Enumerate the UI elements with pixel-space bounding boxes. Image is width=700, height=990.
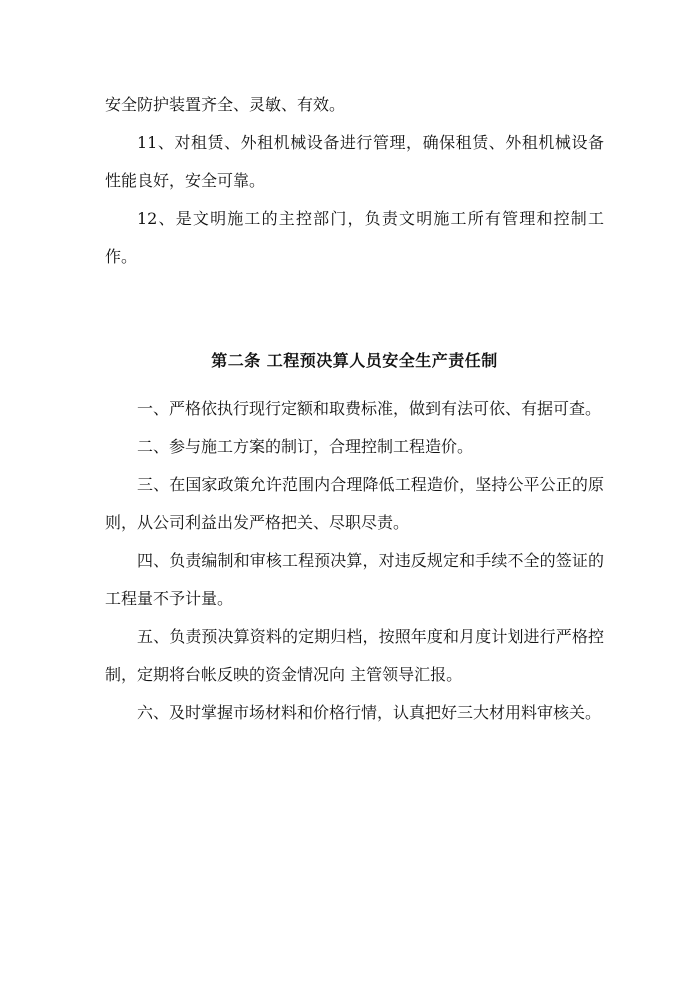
paragraph-item-11: 11、对租赁、外租机械设备进行管理，确保租赁、外租机械设备性能良好，安全可靠。 [105,133,604,190]
previous-article-continuation [105,86,604,276]
paragraph-item-12: 12、是文明施工的主控部门，负责文明施工所有管理和控制工作。 [105,209,604,266]
article-2-item-4: 四、负责编制和审核工程预决算，对违反规定和手续不全的签证的工程量不予计量。 [105,551,604,608]
article-2-body [105,390,604,732]
article-2-title: 第二条 工程预决算人员安全生产责任制 [211,351,498,370]
paragraph-continuation: 安全防护装置齐全、灵敏、有效。 [105,95,346,114]
article-2-item-6: 六、及时掌握市场材料和价格行情，认真把好三大材用料审核关。 [137,703,602,722]
article-2-item-5: 五、负责预决算资料的定期归档，按照年度和月度计划进行严格控制，定期将台帐反映的资金情况向 主管领导汇报。 [105,627,604,684]
article-2-item-2: 二、参与施工方案的制订，合理控制工程造价。 [137,437,474,456]
article-2-item-1: 一、严格依执行现行定额和取费标准，做到有法可依、有据可查。 [137,399,602,418]
article-2-item-3: 三、在国家政策允许范围内合理降低工程造价，坚持公平公正的原则，从公司利益出发严格把关、尽职尽责。 [105,475,604,532]
